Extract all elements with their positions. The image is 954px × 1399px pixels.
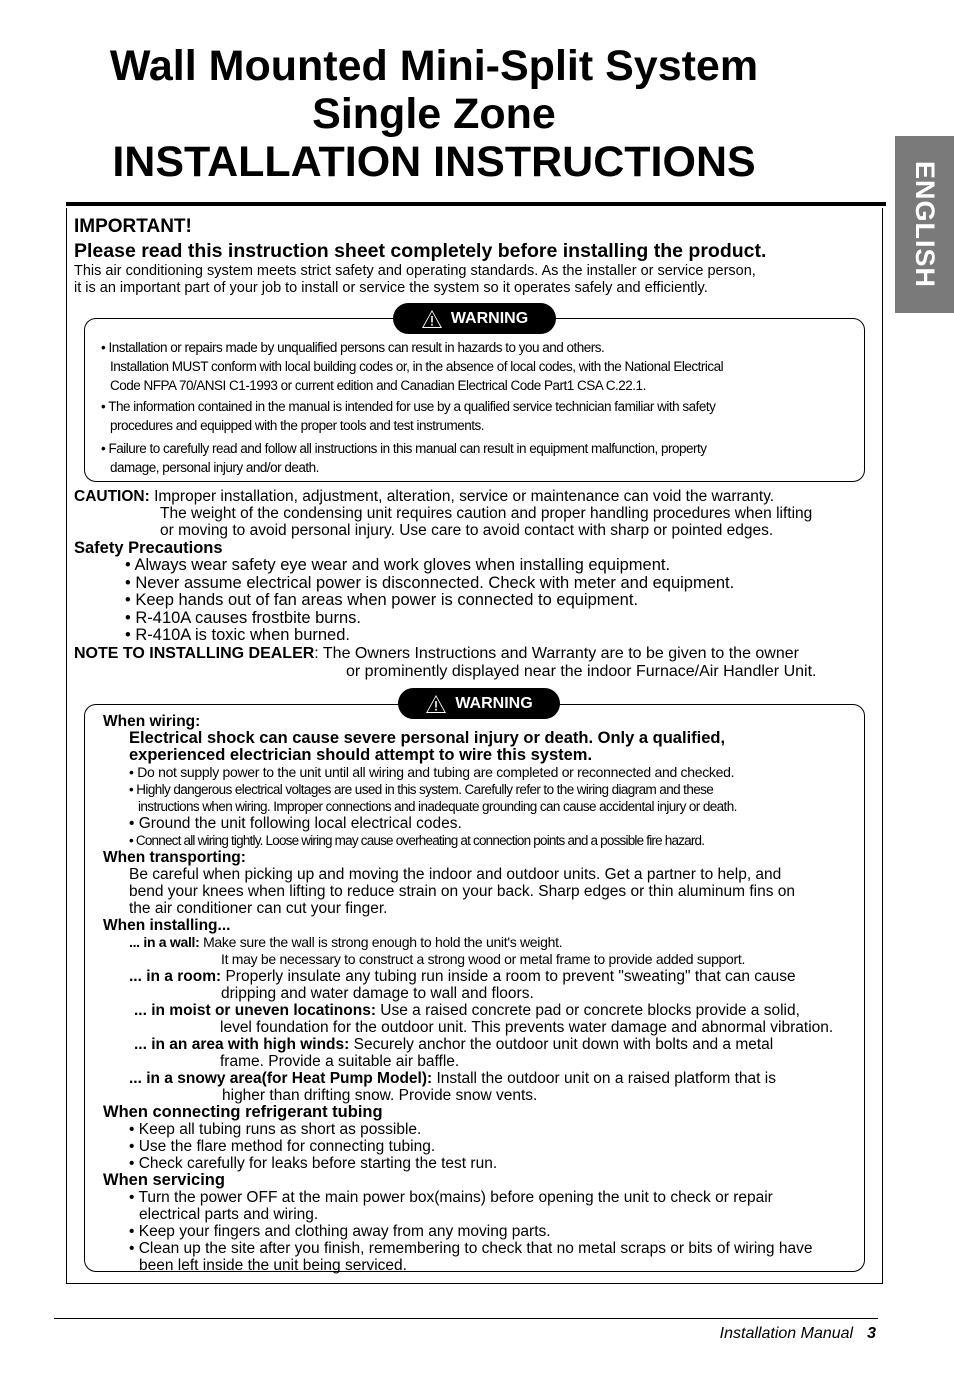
page-title xyxy=(0,42,868,186)
install-wind-line-1: Securely anchor the outdoor unit down with bolts and a metal xyxy=(349,1036,774,1053)
language-tab xyxy=(895,136,954,313)
warning-1-line: • Failure to carefully read and follow all instructions in this manual can result in equipment malfunction, property xyxy=(101,441,707,456)
title-line-2: Single Zone xyxy=(312,90,556,138)
wiring-bold-2: experienced electrician should attempt to wire this system. xyxy=(129,746,593,764)
caution-label: CAUTION: xyxy=(74,488,150,505)
important-subheading: Please read this instruction sheet completely before installing the product. xyxy=(74,240,767,262)
warning-triangle-icon xyxy=(425,694,447,714)
servicing-bullet: • Keep your fingers and clothing away from any moving parts. xyxy=(129,1223,551,1240)
transporting-line: Be careful when picking up and moving the indoor and outdoor units. Get a partner to help, and xyxy=(129,866,782,883)
transporting-line: the air conditioner can cut your finger. xyxy=(129,900,388,917)
warning-1-line: Code NFPA 70/ANSI C1-1993 or current edition and Canadian Electrical Code Part1 CSA C.22.1. xyxy=(110,378,646,393)
intro-line-1: This air conditioning system meets strict safety and operating standards. As the installer or service person, xyxy=(74,263,756,279)
safety-item: • Keep hands out of fan areas when power is connected to equipment. xyxy=(125,591,639,609)
caution-line-2: The weight of the condensing unit requires caution and proper handling procedures when lifting xyxy=(160,505,813,522)
servicing-bullet: • Turn the power OFF at the main power box(mains) before opening the unit to check or repair xyxy=(129,1189,773,1206)
servicing-bullet: • Clean up the site after you finish, remembering to check that no metal scraps or bits of wiring have xyxy=(129,1240,813,1257)
install-moist-line-2: level foundation for the outdoor unit. This prevents water damage and abnormal vibration. xyxy=(220,1019,834,1036)
safety-heading: Safety Precautions xyxy=(74,539,223,557)
wiring-bullet: • Highly dangerous electrical voltages are used in this system. Carefully refer to the wiring diagram and these xyxy=(129,782,714,797)
title-divider xyxy=(66,202,886,206)
dealer-note-line-1: : The Owners Instructions and Warranty are to be given to the owner xyxy=(314,645,799,662)
important-intro xyxy=(74,263,756,297)
wiring-bullet: • Do not supply power to the unit until all wiring and tubing are completed or reconnected and checked. xyxy=(129,764,735,780)
refrigerant-item: • Check carefully for leaks before starting the test run. xyxy=(129,1155,498,1172)
install-snow-line-2: higher than drifting snow. Provide snow vents. xyxy=(222,1087,538,1104)
intro-line-2: it is an important part of your job to install or service the system so it operates safely and efficiently. xyxy=(74,280,708,296)
servicing-bullet-cont: electrical parts and wiring. xyxy=(139,1206,319,1223)
servicing-bullet-cont: been left inside the unit being serviced. xyxy=(139,1257,407,1274)
refrigerant-heading: When connecting refrigerant tubing xyxy=(103,1103,383,1121)
safety-item: • Never assume electrical power is disconnected. Check with meter and equipment. xyxy=(125,573,735,592)
installing-heading: When installing... xyxy=(103,917,231,934)
wiring-bullet: • Connect all wiring tightly. Loose wiring may cause overheating at connection points and a possible fire hazard. xyxy=(129,833,705,848)
install-room-line-2: dripping and water damage to wall and floors. xyxy=(221,985,534,1002)
servicing-heading: When servicing xyxy=(103,1171,225,1189)
install-room xyxy=(103,968,833,985)
warning-label-2: WARNING xyxy=(455,694,533,712)
warning-1-line: • The information contained in the manual is intended for use by a qualified service technician familiar with safety xyxy=(101,399,716,414)
install-wind-line-2: frame. Provide a suitable air baffle. xyxy=(220,1053,460,1070)
wiring-bullet-cont: instructions when wiring. Improper connections and inadequate grounding can cause accidental injury or death. xyxy=(138,799,737,814)
install-moist xyxy=(103,1002,833,1019)
warning-1-line: • Installation or repairs made by unqualified persons can result in hazards to you and others. xyxy=(101,340,605,355)
refrigerant-item: • Use the flare method for connecting tubing. xyxy=(129,1138,436,1155)
caution-line-3: or moving to avoid personal injury. Use care to avoid contact with sharp or pointed edges. xyxy=(160,522,774,539)
dealer-note-line-2: or prominently displayed near the indoor Furnace/Air Handler Unit. xyxy=(346,663,817,680)
install-wind xyxy=(103,1036,833,1053)
page-footer xyxy=(720,1325,876,1343)
dealer-note xyxy=(74,645,816,681)
install-snow-label: ... in a snowy area(for Heat Pump Model): xyxy=(129,1070,433,1087)
install-snow xyxy=(103,1070,833,1087)
refrigerant-item: • Keep all tubing runs as short as possible. xyxy=(129,1121,422,1138)
install-room-line-1: Properly insulate any tubing run inside a room to prevent "sweating" that can cause xyxy=(221,968,796,985)
warning-1-line: damage, personal injury and/or death. xyxy=(110,460,319,475)
warning-triangle-icon xyxy=(421,309,443,329)
important-heading: IMPORTANT! xyxy=(74,216,192,237)
page-number: 3 xyxy=(867,1325,876,1342)
warning-label-1: WARNING xyxy=(450,309,529,327)
warning-badge-1 xyxy=(393,303,556,334)
install-wall-line-2: It may be necessary to construct a strong wood or metal frame to provide added support. xyxy=(221,951,746,967)
safety-item: • Always wear safety eye wear and work gloves when installing equipment. xyxy=(125,556,671,574)
install-wall-label: ... in a wall: xyxy=(129,934,200,950)
warning-1-text xyxy=(101,338,723,477)
footer-divider xyxy=(54,1318,878,1319)
warning-1-line: Installation MUST conform with local building codes or, in the absence of local codes, with the National Electrical xyxy=(110,359,724,374)
transporting-line: bend your knees when lifting to reduce strain on your back. Sharp edges or thin aluminum fins on xyxy=(129,883,796,900)
warning-1-line: procedures and equipped with the proper tools and test instruments. xyxy=(110,418,484,433)
safety-item: • R-410A causes frostbite burns. xyxy=(125,608,361,627)
install-moist-label: ... in moist or uneven locatinons: xyxy=(134,1002,376,1019)
install-wall-line-1: Make sure the wall is strong enough to hold the unit's weight. xyxy=(199,934,563,950)
transporting-heading: When transporting: xyxy=(103,849,246,866)
install-wind-label: ... in an area with high winds: xyxy=(134,1036,350,1053)
safety-list xyxy=(125,557,734,645)
install-snow-line-1: Install the outdoor unit on a raised platform that is xyxy=(432,1070,776,1087)
title-line-1: Wall Mounted Mini-Split System xyxy=(109,42,759,90)
dealer-note-label: NOTE TO INSTALLING DEALER xyxy=(74,645,315,662)
language-tab-label: ENGLISH xyxy=(910,160,941,289)
warning-2-content xyxy=(103,713,833,1274)
caution-block xyxy=(74,488,812,539)
wiring-heading: When wiring: xyxy=(103,713,201,730)
caution-line-1: Improper installation, adjustment, alteration, service or maintenance can void the warranty. xyxy=(154,488,775,505)
title-line-3: INSTALLATION INSTRUCTIONS xyxy=(112,138,756,186)
footer-label: Installation Manual xyxy=(719,1325,854,1342)
install-wall xyxy=(103,934,833,951)
safety-item: • R-410A is toxic when burned. xyxy=(125,626,350,644)
install-moist-line-1: Use a raised concrete pad or concrete blocks provide a solid, xyxy=(376,1002,800,1019)
wiring-bullet: • Ground the unit following local electrical codes. xyxy=(129,815,462,832)
wiring-bold-1: Electrical shock can cause severe personal injury or death. Only a qualified, xyxy=(129,729,726,747)
install-room-label: ... in a room: xyxy=(129,968,222,985)
